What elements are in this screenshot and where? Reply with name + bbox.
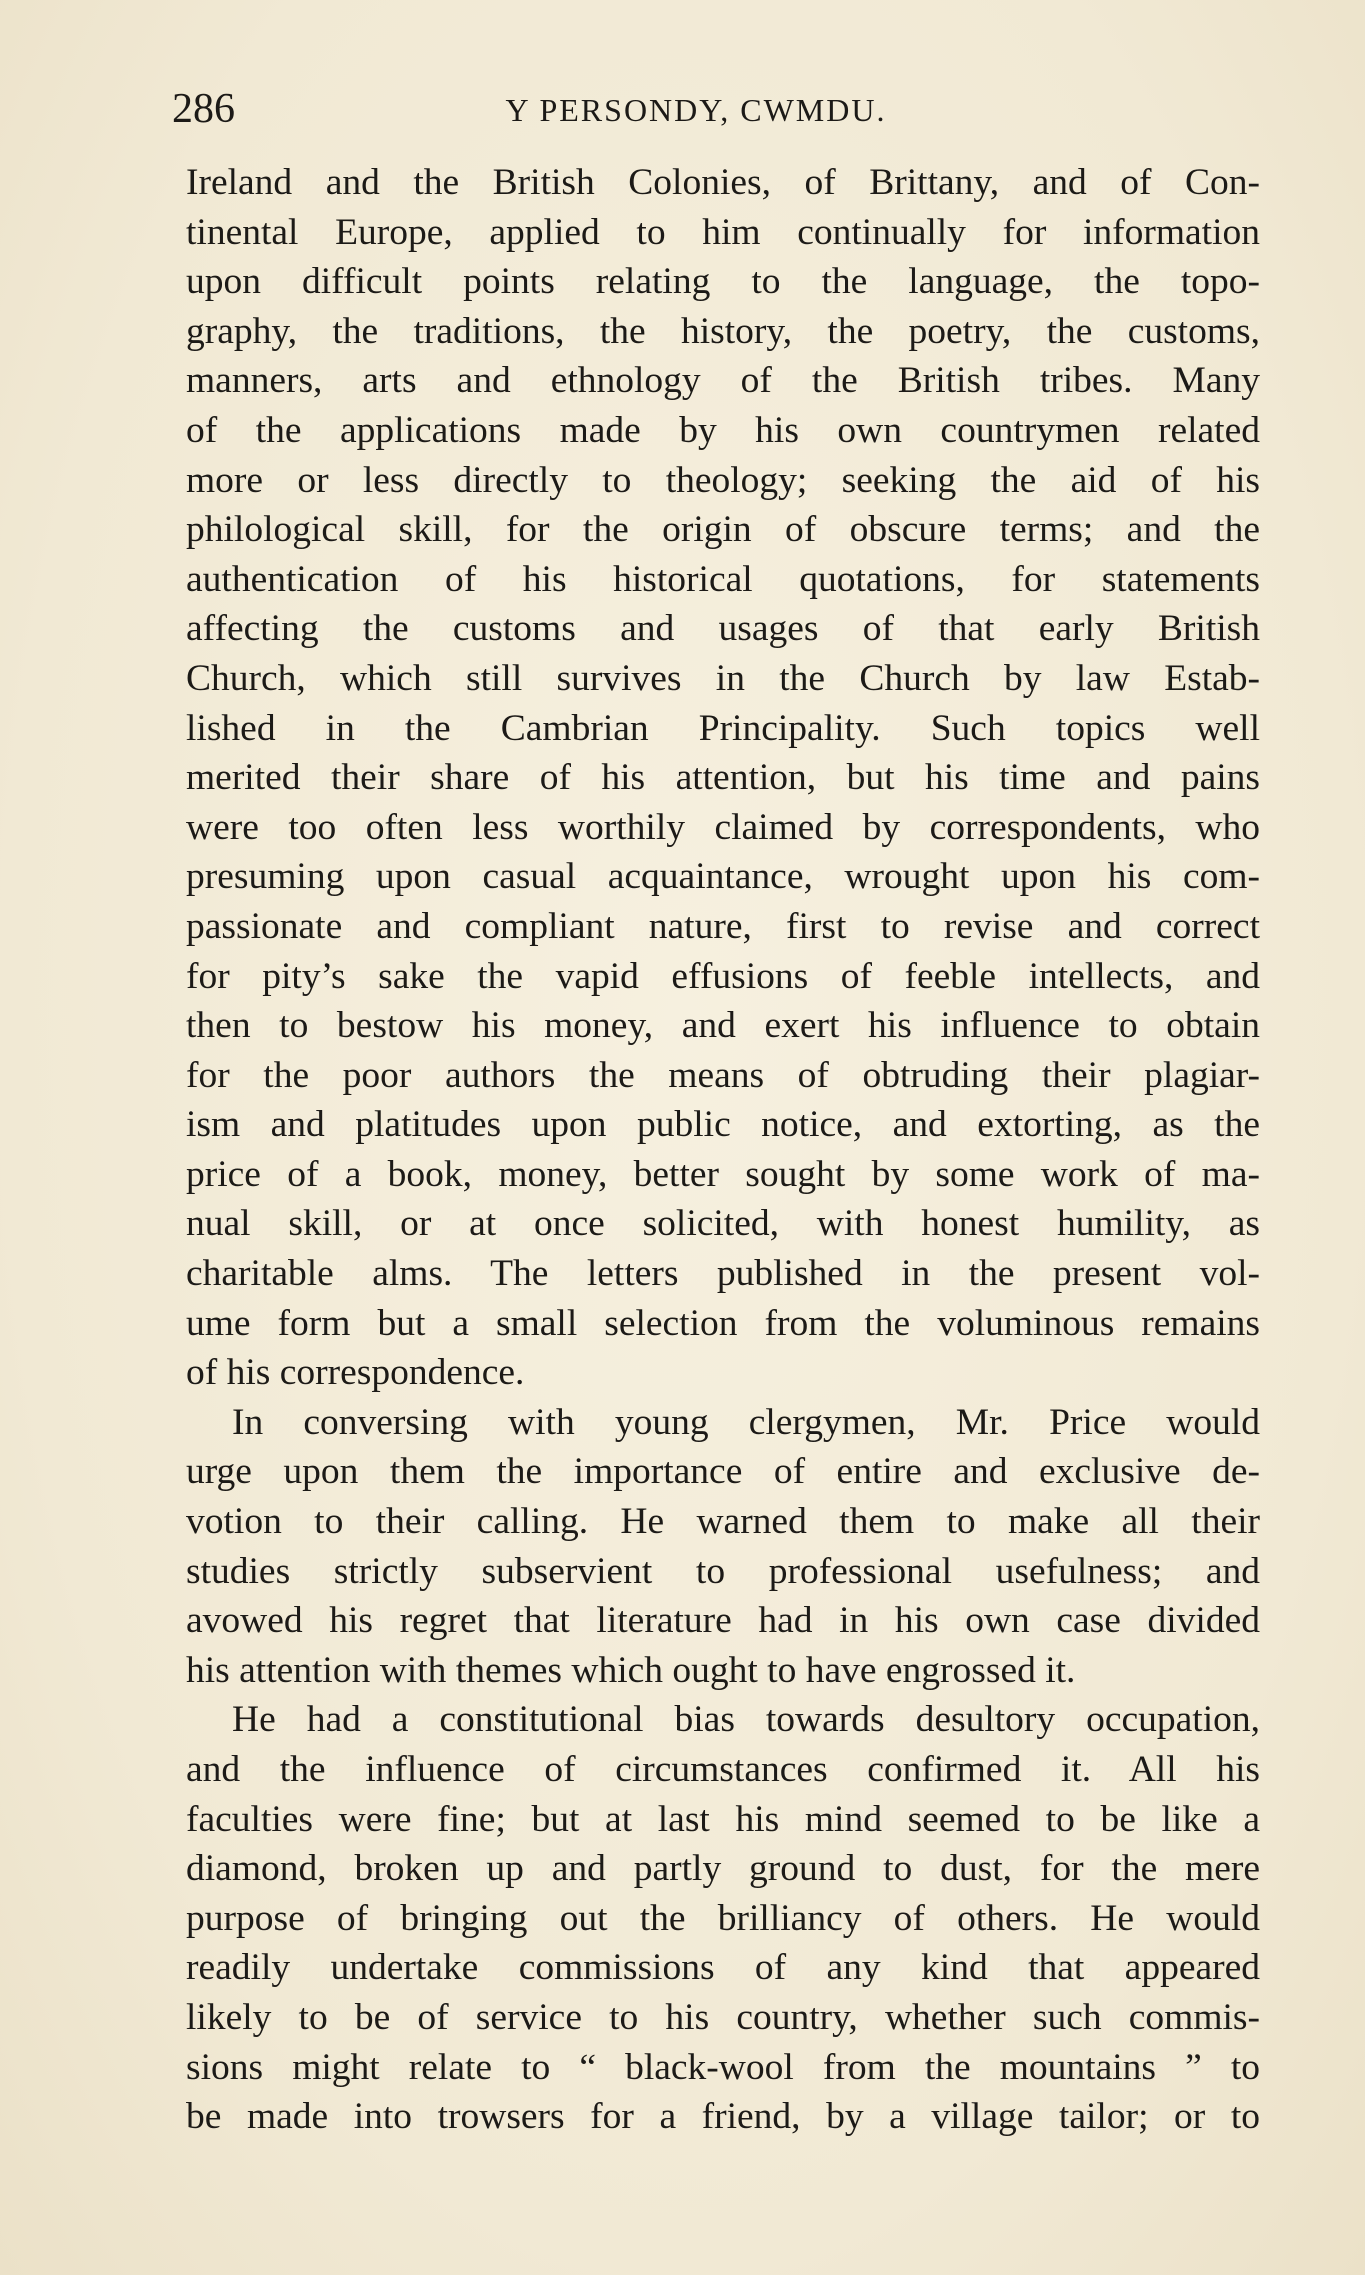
text-line: votion to their calling. He warned them to make all their [186,1501,1260,1543]
text-line: Church, which still survives in the Church by law Estab- [186,657,1260,699]
page-number: 286 [172,86,235,132]
text-line: and the influence of circumstances confirmed it. All his [186,1749,1260,1790]
text-line: graphy, the traditions, the history, the poetry, the customs, [186,310,1260,352]
text-line: his attention with themes which ought to have engrossed it. [186,1649,1076,1691]
text-line: diamond, broken up and partly ground to dust, for the mere [186,1848,1260,1890]
text-line: be made into trowsers for a friend, by a village tailor; or to [186,2096,1260,2138]
text-line: of his correspondence. [186,1352,525,1394]
text-line: urge upon them the importance of entire and exclusive de- [186,1451,1260,1493]
text-line: ume form but a small selection from the voluminous remains [186,1302,1260,1344]
text-line: of the applications made by his own countrymen related [186,409,1260,451]
text-line: for pity’s sake the vapid effusions of feeble intellects, and [186,955,1260,997]
text-line: were too often less worthily claimed by correspondents, who [186,806,1260,848]
text-line: Ireland and the British Colonies, of Brittany, and of Con- [186,162,1260,203]
text-line: sions might relate to “ black-wool from the mountains ” to [186,2046,1260,2088]
text-line: readily undertake commissions of any kind that appeared [186,1947,1260,1989]
text-line: charitable alms. The letters published in the present vol- [186,1253,1260,1295]
text-line: tinental Europe, applied to him continually for information [186,211,1260,253]
text-line: nual skill, or at once solicited, with honest humility, as [186,1203,1260,1245]
text-line: more or less directly to theology; seeking the aid of his [186,459,1260,501]
text-line: faculties were fine; but at last his mind seemed to be like a [186,1798,1260,1840]
body-text [186,158,1260,2142]
text-line: avowed his regret that literature had in his own case divided [186,1600,1260,1642]
text-line: for the poor authors the means of obtruding their plagiar- [186,1054,1260,1096]
text-line: merited their share of his attention, but his time and pains [186,757,1260,799]
running-title: Y PERSONDY, CWMDU. [505,92,887,128]
text-line: philological skill, for the origin of obscure terms; and the [186,509,1260,551]
text-line: affecting the customs and usages of that early British [186,608,1260,650]
text-line: studies strictly subservient to professional usefulness; and [186,1550,1260,1592]
text-line: upon difficult points relating to the language, the topo- [186,261,1260,303]
text-line: presuming upon casual acquaintance, wrought upon his com- [186,856,1260,898]
text-line: authentication of his historical quotations, for statements [186,558,1260,600]
text-line: price of a book, money, better sought by some work of ma- [186,1153,1260,1195]
text-line: lished in the Cambrian Principality. Such topics well [186,707,1260,749]
text-line: then to bestow his money, and exert his influence to obtain [186,1005,1260,1047]
text-line: ism and platitudes upon public notice, and extorting, as the [186,1104,1260,1146]
text-line: manners, arts and ethnology of the British tribes. Many [186,360,1260,402]
text-line: likely to be of service to his country, whether such commis- [186,1996,1260,2038]
text-line: He had a constitutional bias towards desultory occupation, [232,1699,1260,1741]
running-head [172,86,1260,132]
text-line: In conversing with young clergymen, Mr. Price would [232,1401,1260,1443]
text-line: purpose of bringing out the brilliancy of others. He would [186,1897,1260,1939]
text-line: passionate and compliant nature, first to revise and correct [186,905,1260,947]
